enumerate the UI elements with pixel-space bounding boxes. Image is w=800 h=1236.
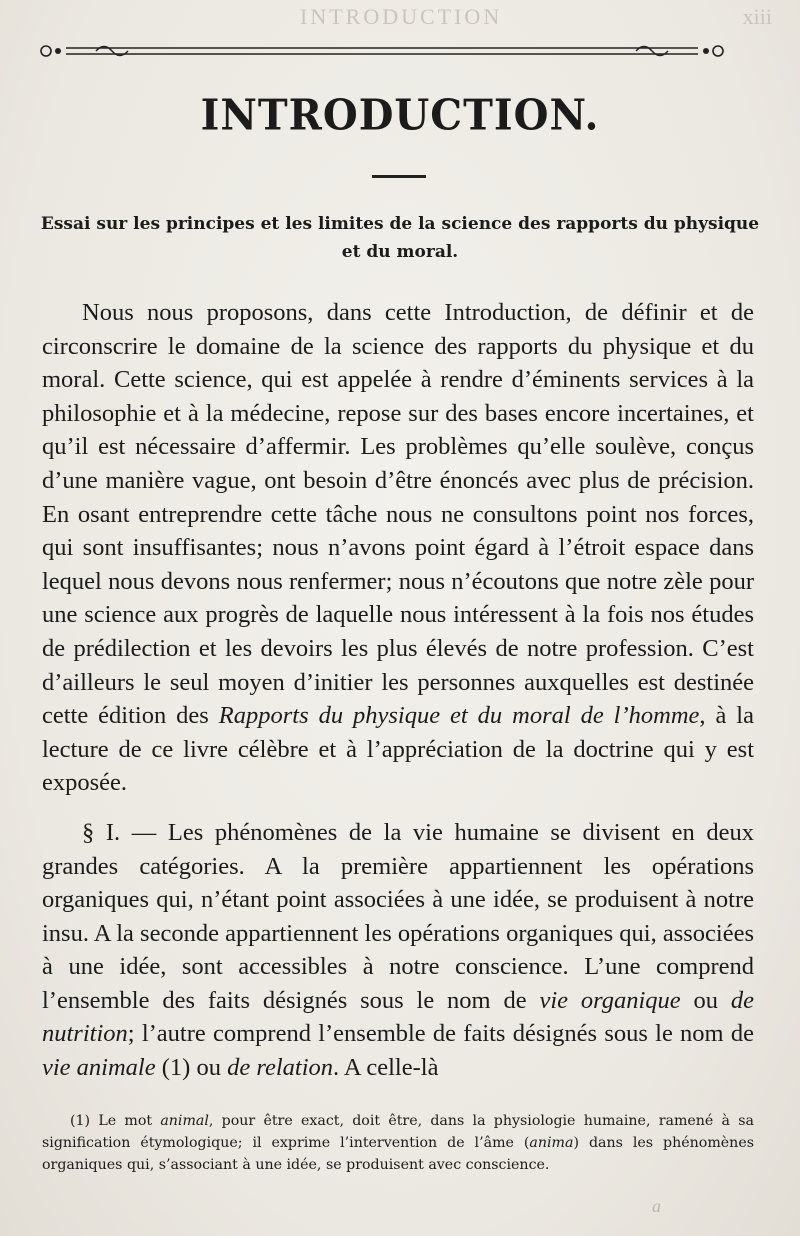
text-run: ou: [680, 986, 731, 1014]
italic-run: de nutrition: [42, 986, 754, 1048]
italic-run: de relation: [227, 1054, 333, 1082]
footnote: [42, 1110, 754, 1176]
text-run: (1) Le mot: [70, 1113, 161, 1129]
handwritten-mark: a: [652, 1196, 661, 1216]
ornamental-rule: [36, 40, 728, 62]
footnote-text: [42, 1110, 754, 1176]
page-title: INTRODUCTION.: [200, 90, 600, 141]
italic-run: Rapports du physique et du moral de l’homme: [218, 702, 700, 730]
text-run: , à la lecture de ce livre célèbre et à l’appréciation de la doctrine qui y est exposée.: [42, 702, 754, 797]
text-run: § I. — Les phénomènes de la vie humaine se divisent en deux grandes catégories. A la première appartiennent les opérations organiques qui, n’étant point associées à une idée, se produisent à notre insu. A la seconde appartiennent les opérations organiques qui, associées à une idée, sont accessibles à notre conscience. L’une comprend l’ensemble des faits désignés sous le nom de: [42, 818, 754, 1014]
text-run: ; l’autre comprend l’ensemble de faits désignés sous le nom de: [127, 1020, 754, 1048]
text-run: . A celle-là: [333, 1054, 439, 1082]
italic-run: animal: [160, 1113, 209, 1129]
paragraph: [42, 816, 754, 1085]
text-run: , pour être exact, doit être, dans la physiologie humaine, ramené à sa signification étymologique; il exprime l’intervention de l’âme (: [42, 1113, 754, 1151]
text-run: Nous nous proposons, dans cette Introduction, de définir et de circonscrire le domaine de la science des rapports du physique et du moral. Cette science, qui est appelée à rendre d’éminents services à la philosophie et à la médecine, repose sur des bases encore incertaines, et qu’il est nécessaire d’affermir. Les problèmes qu’elle soulève, conçus d’une manière vague, ont besoin d’être énoncés avec plus de précision. En osant entreprendre cette tâche nous ne consultons point nos forces, qui sont insuffisantes; nous n’avons point égard à l’étroit espace dans lequel nous devons nous renfermer; nous n’écoutons que notre zèle pour une science aux progrès de laquelle nous intéressent à la fois nos études de prédilection et les devoirs les plus élevés de notre profession. C’est d’ailleurs le seul moyen d’initier les personnes auxquelles est destinée cette édition des: [42, 299, 754, 730]
body-text: [42, 296, 754, 1085]
italic-run: vie organique: [539, 986, 681, 1014]
text-run: (1) ou: [155, 1054, 228, 1082]
italic-run: vie animale: [42, 1054, 156, 1082]
paragraph: [42, 296, 754, 800]
title-rule: [372, 175, 426, 178]
subtitle: Essai sur les principes et les limites de la science des rapports du physique et du moral.: [40, 214, 760, 262]
bleed-through-folio: xiii: [742, 4, 772, 29]
text-run: ) dans les phénomènes organiques qui, s’associant à une idée, se produisent avec conscience.: [42, 1135, 755, 1173]
bleed-through-running-head: INTRODUCTION: [300, 4, 503, 29]
italic-run: anima: [529, 1135, 574, 1151]
